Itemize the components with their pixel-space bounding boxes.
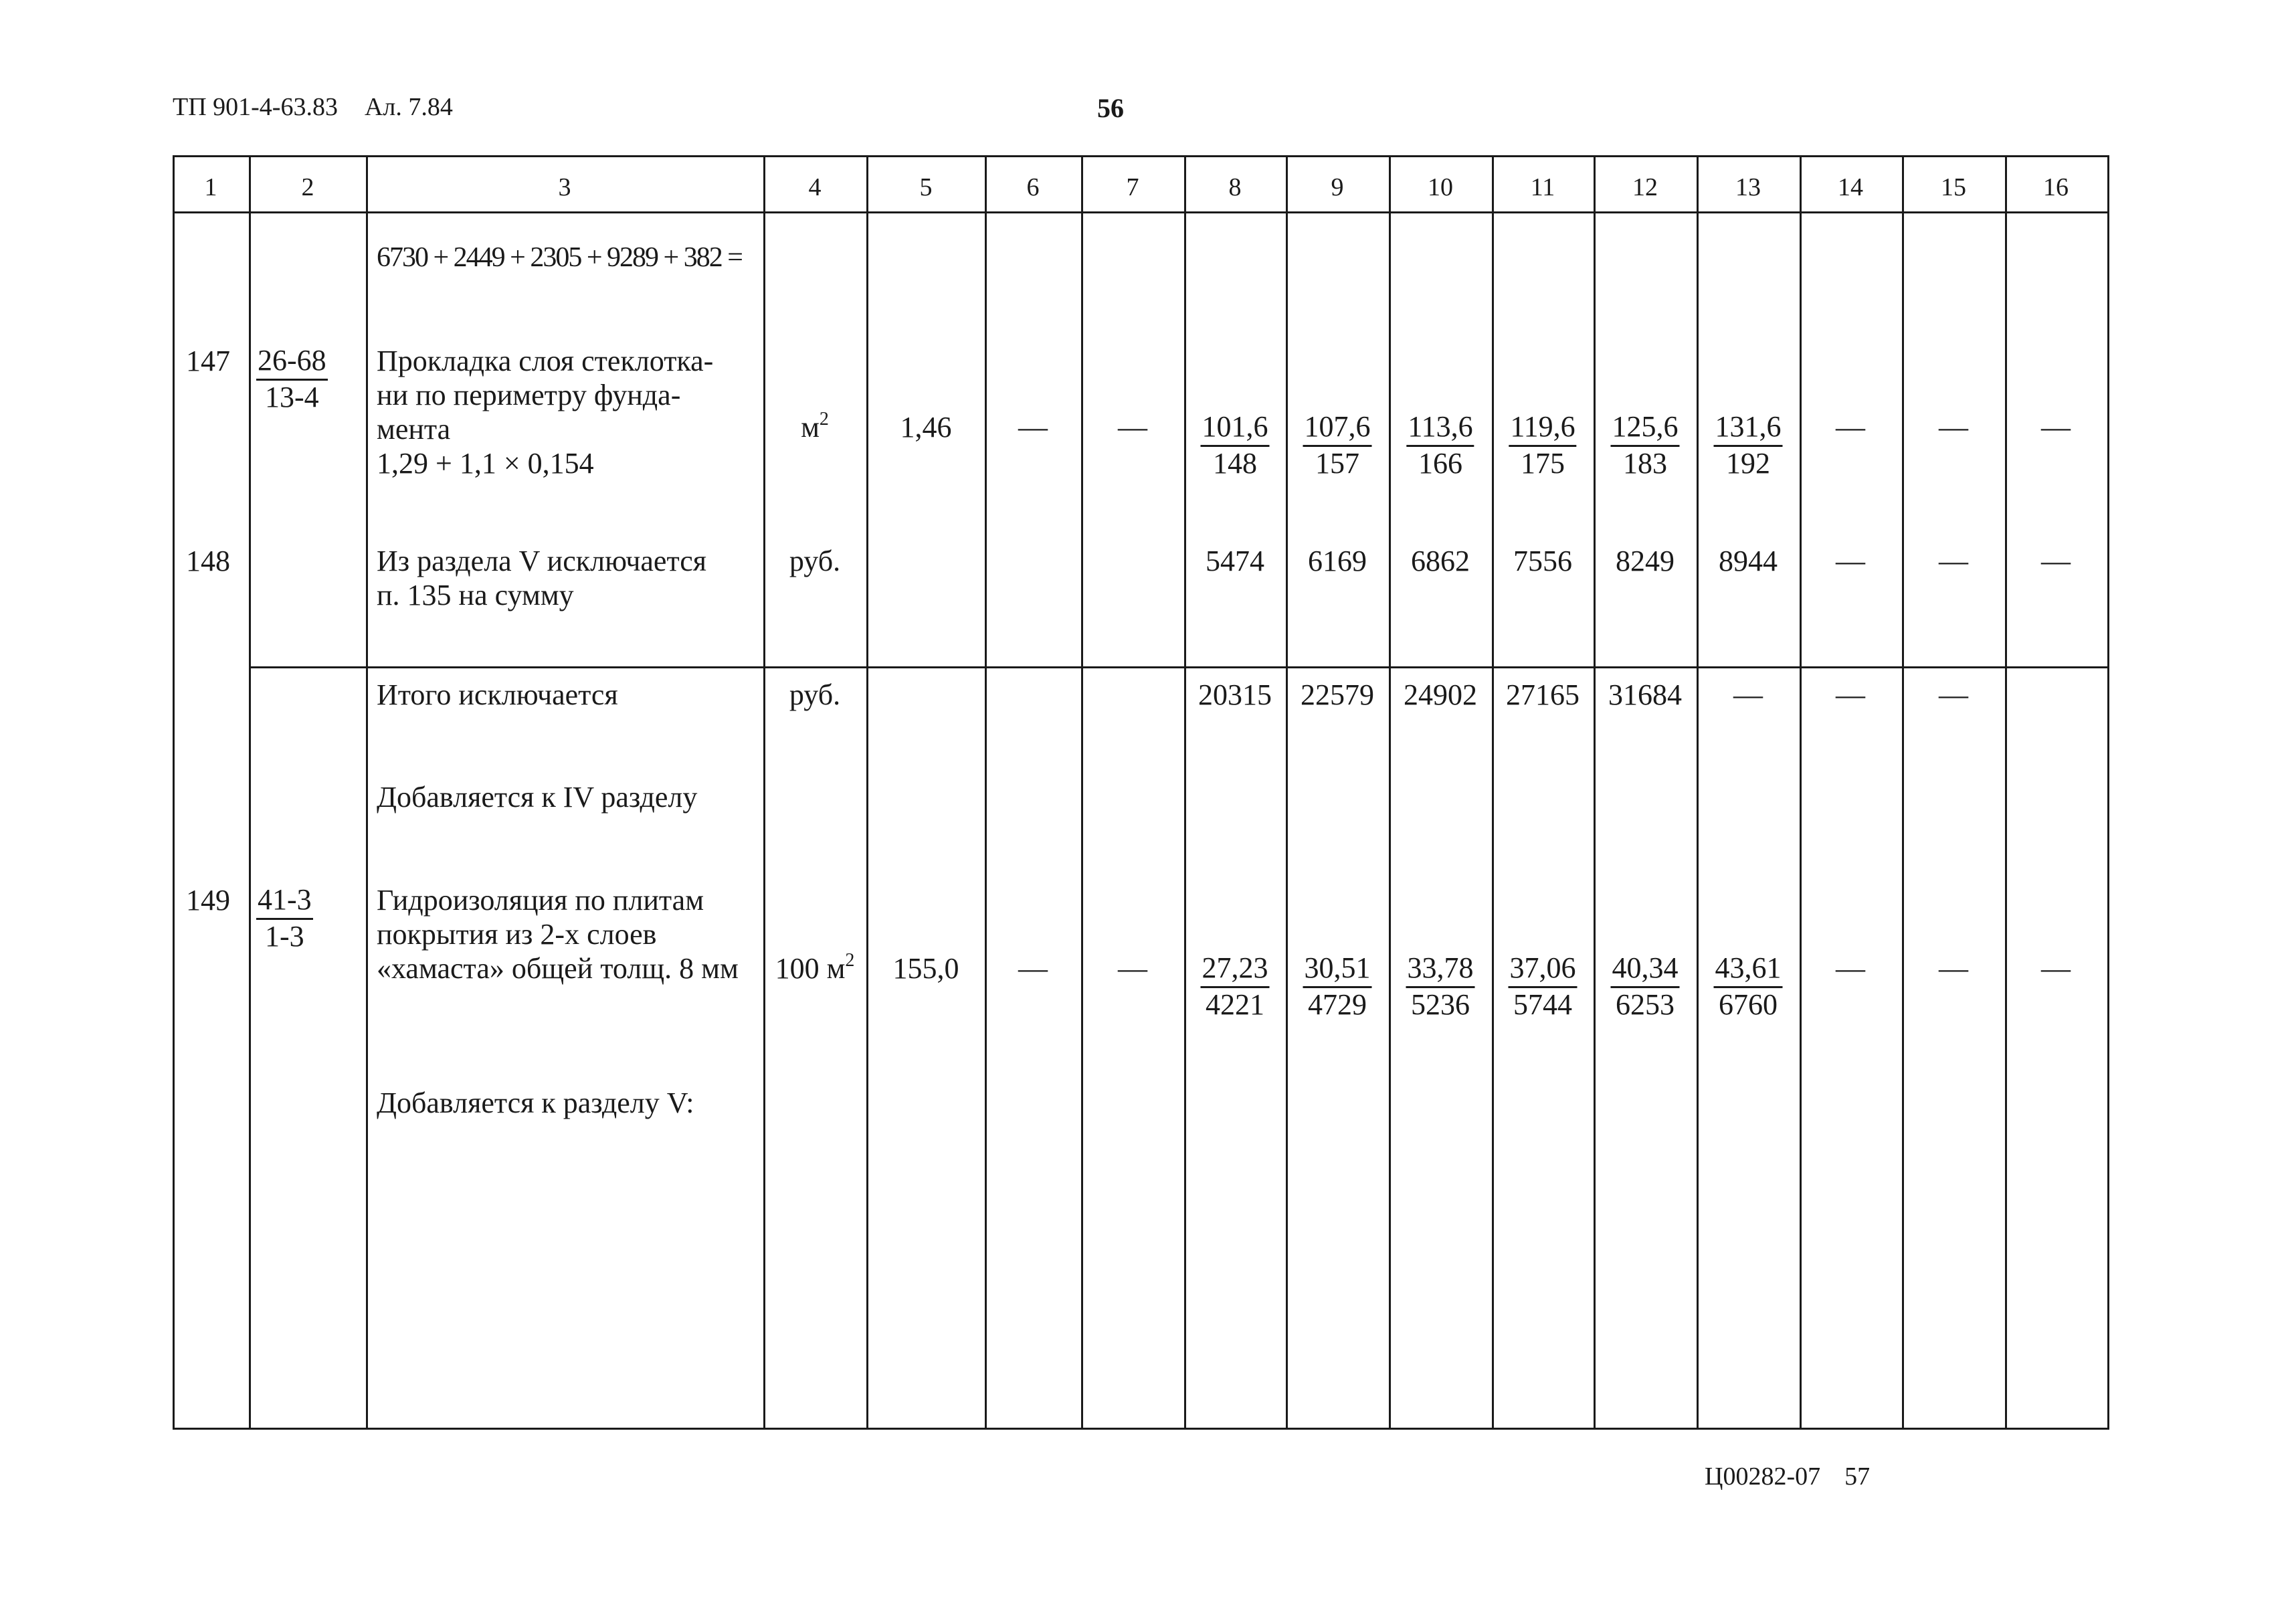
value-top: 30,51 [1303,951,1372,988]
empty-dash: — [1118,411,1147,444]
norm-code-top: 41-3 [256,883,313,920]
empty-dash: — [2041,411,2071,444]
row-description [377,344,713,480]
empty-dash: — [1939,545,1968,577]
col-divider [1389,155,1391,1430]
value-top: 101,6 [1201,410,1270,447]
description-line: покрытия из 2-х слоев [377,918,657,951]
table-top-border [173,155,2109,157]
value-cell: 8944 [1719,545,1778,577]
description-line: ни по периметру фунда- [377,379,681,411]
value-bottom: 6253 [1616,988,1675,1021]
total-value: 27165 [1506,678,1580,711]
description-line: «хамаста» общей толщ. 8 мм [377,952,739,985]
quantity: 155,0 [892,952,959,985]
page-footer [1705,1462,1894,1491]
value-top: 113,6 [1406,410,1474,447]
empty-dash: — [1939,678,1968,711]
value-fraction [1509,951,1577,1022]
row-number: 149 [186,884,230,917]
value-top: 43,61 [1714,951,1783,988]
description-line: Гидроизоляция по плитам [377,884,704,917]
value-bottom: 157 [1315,447,1359,480]
description-line: 1,29 + 1,1 × 0,154 [377,447,594,480]
row-number: 147 [186,345,230,377]
value-top: 37,06 [1509,951,1577,988]
value-bottom: 5236 [1411,988,1470,1021]
total-value: 22579 [1301,678,1374,711]
unit-text: м [801,411,820,444]
value-bottom: 6760 [1719,988,1778,1021]
total-value: — [1733,678,1763,711]
col-divider [366,155,368,1430]
row-description [377,883,739,985]
norm-code-bottom: 13-4 [265,381,319,413]
value-fraction [1201,410,1270,480]
value-fraction [1406,951,1475,1022]
value-bottom: 175 [1521,447,1565,480]
column-header: 10 [1428,173,1453,201]
header-row-border [173,211,2109,213]
unit [775,951,855,985]
value-top: 27,23 [1201,951,1270,988]
value-fraction [1406,410,1474,480]
section-note: Добавляется к разделу V: [377,1086,694,1119]
col-divider [763,155,765,1430]
empty-dash: — [1939,411,1968,444]
col-divider [249,155,251,1430]
description-line: п. 135 на сумму [377,579,574,611]
norm-code-bottom: 1-3 [265,920,304,953]
value-top: 131,6 [1714,410,1783,447]
section-note: Добавляется к IV разделу [377,781,698,814]
total-label: Итого исключается [377,678,618,711]
empty-dash: — [1018,952,1048,985]
col-divider [1492,155,1494,1430]
value-cell: 5474 [1206,545,1264,577]
unit [801,410,829,444]
description-line: мента [377,413,451,446]
value-fraction [1303,410,1372,480]
description-line: Из раздела V исключается [377,545,706,577]
total-row-border [249,666,2109,668]
value-cell: 7556 [1513,545,1572,577]
col-divider [1594,155,1596,1430]
unit-text: 100 м [775,952,846,985]
value-cell: 8249 [1616,545,1675,577]
value-top: 40,34 [1611,951,1680,988]
value-top: 107,6 [1303,410,1372,447]
unit-exponent: 2 [819,409,829,430]
value-cell: 6862 [1411,545,1470,577]
column-header: 15 [1941,173,1966,201]
page-number: 56 [1097,93,1124,123]
quantity: 1,46 [900,411,952,444]
empty-dash: — [1118,952,1147,985]
col-divider [2005,155,2007,1430]
value-bottom: 192 [1726,447,1770,480]
value-top: 125,6 [1611,410,1680,447]
col-divider [1081,155,1083,1430]
value-cell: 6169 [1308,545,1367,577]
empty-dash: — [1836,678,1865,711]
empty-dash: — [2041,545,2071,577]
footer-page: 57 [1844,1462,1871,1491]
column-header: 12 [1632,173,1658,201]
empty-dash: — [1939,952,1968,985]
value-fraction [1303,951,1372,1022]
column-header: 11 [1530,173,1555,201]
description-line: Прокладка слоя стеклотка- [377,345,714,377]
total-value: 20315 [1198,678,1272,711]
unit: руб. [789,678,841,711]
formula-line: 6730 + 2449 + 2305 + 9289 + 382 = [377,242,742,273]
col-divider [173,155,175,1430]
column-header: 13 [1735,173,1761,201]
total-value: 24902 [1404,678,1477,711]
value-fraction [1201,951,1270,1022]
column-header: 7 [1126,173,1139,201]
col-divider [866,155,868,1430]
col-divider [985,155,987,1430]
column-header: 1 [204,173,217,201]
col-divider [2107,155,2109,1430]
col-divider [1902,155,1904,1430]
column-header: 8 [1228,173,1242,201]
value-fraction [1611,410,1680,480]
empty-dash: — [1836,952,1865,985]
doc-code: ТП 901-4-63.83 [173,93,338,121]
column-header: 16 [2043,173,2069,201]
unit-exponent: 2 [845,950,855,971]
page-header [173,92,480,122]
norm-code [256,883,313,953]
empty-dash: — [1018,411,1048,444]
col-divider [1184,155,1186,1430]
footer-code: Ц00282-07 [1705,1462,1821,1491]
column-header: 6 [1026,173,1040,201]
unit: руб. [789,545,841,577]
value-fraction [1714,951,1783,1022]
column-header: 9 [1331,173,1344,201]
value-bottom: 148 [1213,447,1257,480]
row-number: 148 [186,545,230,577]
column-header: 3 [558,173,571,201]
column-header: 2 [301,173,314,201]
value-bottom: 4729 [1308,988,1367,1021]
row-description [377,544,706,612]
value-bottom: 4221 [1206,988,1264,1021]
value-bottom: 5744 [1513,988,1572,1021]
col-divider [1800,155,1802,1430]
value-top: 119,6 [1509,410,1576,447]
table-bottom-border [173,1428,2109,1430]
column-header: 14 [1838,173,1863,201]
value-bottom: 183 [1623,447,1667,480]
column-header: 5 [919,173,933,201]
norm-code [256,344,328,414]
norm-code-top: 26-68 [256,344,328,381]
value-fraction [1509,410,1576,480]
col-divider [1697,155,1699,1430]
album-label: Ал. 7.84 [364,93,453,121]
col-divider [1286,155,1288,1430]
value-bottom: 166 [1418,447,1462,480]
empty-dash: — [1836,411,1865,444]
empty-dash: — [1836,545,1865,577]
column-header: 4 [808,173,822,201]
total-value: 31684 [1608,678,1682,711]
value-fraction [1714,410,1783,480]
empty-dash: — [2041,952,2071,985]
value-fraction [1611,951,1680,1022]
value-top: 33,78 [1406,951,1475,988]
